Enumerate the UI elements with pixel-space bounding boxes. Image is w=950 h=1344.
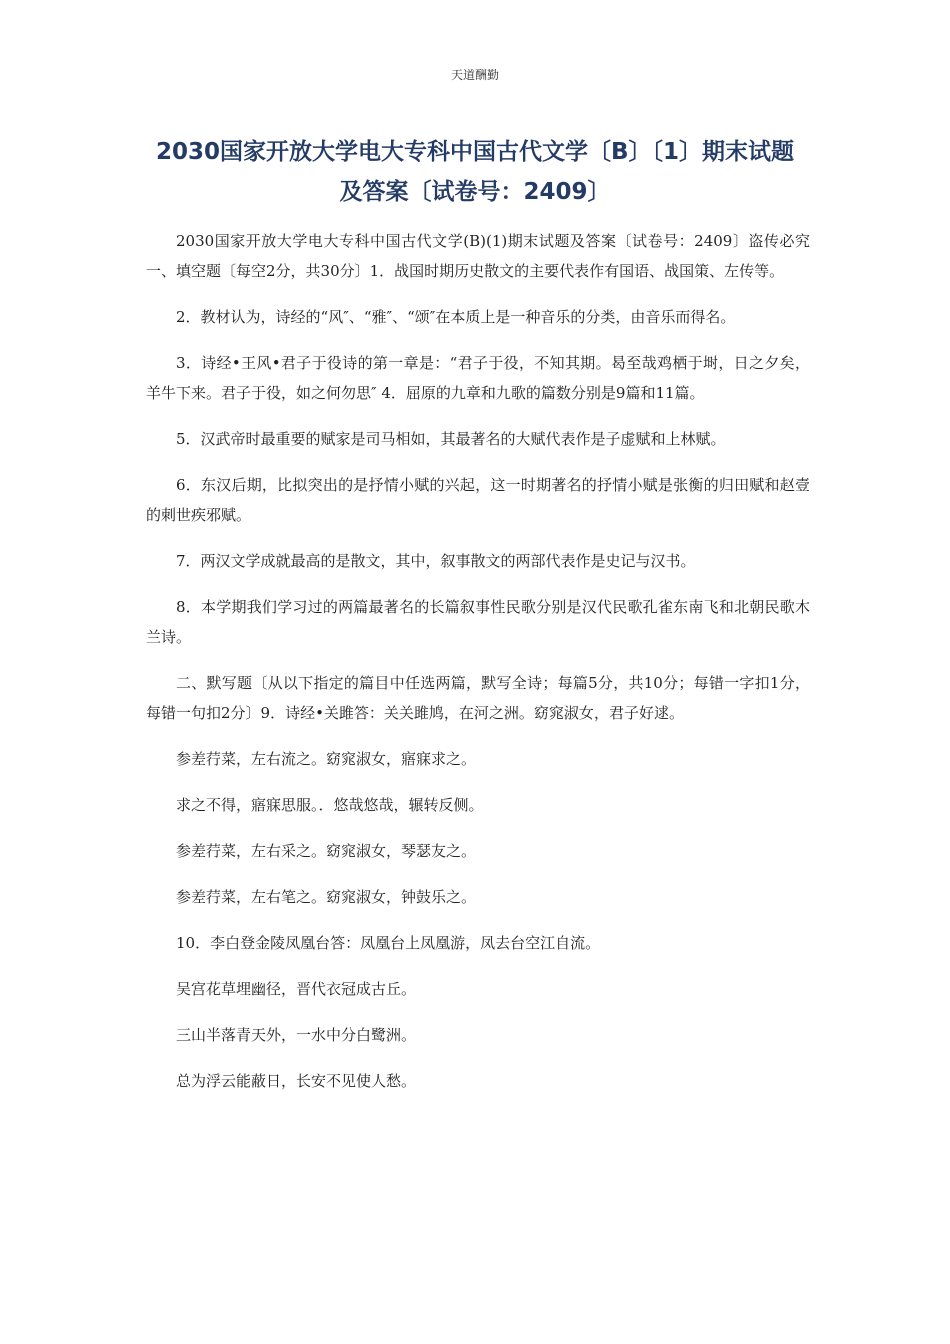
poem-line: 吴宫花草埋幽径，晋代衣冠成古丘。 — [176, 980, 417, 998]
poem-line: 参差荇菜，左右笔之。窈窕淑女，钟鼓乐之。 — [176, 888, 477, 906]
document-body — [146, 226, 810, 1112]
paragraph-item-3-4: 3．诗经•王风•君子于役诗的第一章是：“君子于役，不知其期。曷至哉鸡栖于埘，日之夕矣，羊牛下来。君子于役，如之何勿思″ 4．屈原的九章和九歌的篇数分别是9篇和11篇。 — [146, 354, 810, 402]
paragraph-item-5: 5．汉武帝时最重要的赋家是司马相如，其最著名的大赋代表作是子虚赋和上林赋。 — [176, 430, 726, 448]
paragraph-item-8: 8．本学期我们学习过的两篇最著名的长篇叙事性民歌分别是汉代民歌孔雀东南飞和北朝民歌木兰诗。 — [146, 598, 810, 646]
paragraph-fill-in-intro: 2030国家开放大学电大专科中国古代文学(B)(1)期末试题及答案〔试卷号：2409〕盗传必究 一、填空题〔每空2分，共30分〕1．战国时期历史散文的主要代表作有国语、战国策、左传等。 — [146, 232, 810, 280]
poem-line: 总为浮云能蔽日，长安不见使人愁。 — [176, 1072, 417, 1090]
poem-line: 参差荇菜，左右流之。窈窕淑女，寤寐求之。 — [176, 750, 477, 768]
poem-line: 参差荇菜，左右采之。窈窕淑女，琴瑟友之。 — [176, 842, 477, 860]
poem-line: 三山半落青天外，一水中分白鹭洲。 — [176, 1026, 417, 1044]
title-line-1: 2030国家开放大学电大专科中国古代文学〔B〕〔1〕期末试题 — [155, 139, 795, 165]
document-title — [140, 132, 810, 212]
paragraph-item-6: 6．东汉后期，比拟突出的是抒情小赋的兴起，这一时期著名的抒情小赋是张衡的归田赋和赵壹的刺世疾邪赋。 — [146, 476, 810, 524]
paragraph-item-2: 2．教材认为，诗经的“风″、“雅″、“颂″在本质上是一种音乐的分类，由音乐而得名。 — [176, 308, 736, 326]
paragraph-item-7: 7．两汉文学成就最高的是散文，其中，叙事散文的两部代表作是史记与汉书。 — [176, 552, 696, 570]
paragraph-dictation-intro: 二、默写题〔从以下指定的篇目中任选两篇，默写全诗；每篇5分，共10分；每错一字扣1分，每错一句扣2分〕9．诗经•关雎答：关关雎鸠，在河之洲。窈窕淑女，君子好逑。 — [146, 674, 810, 722]
poem-line: 求之不得，寤寐思服。．悠哉悠哉，辗转反侧。 — [176, 796, 484, 814]
page-header: 天道酬勤 — [450, 68, 499, 82]
title-line-2: 及答案〔试卷号：2409〕 — [339, 179, 611, 205]
paragraph-item-10: 10．李白登金陵凤凰台答：凤凰台上凤凰游，凤去台空江自流。 — [176, 934, 601, 952]
